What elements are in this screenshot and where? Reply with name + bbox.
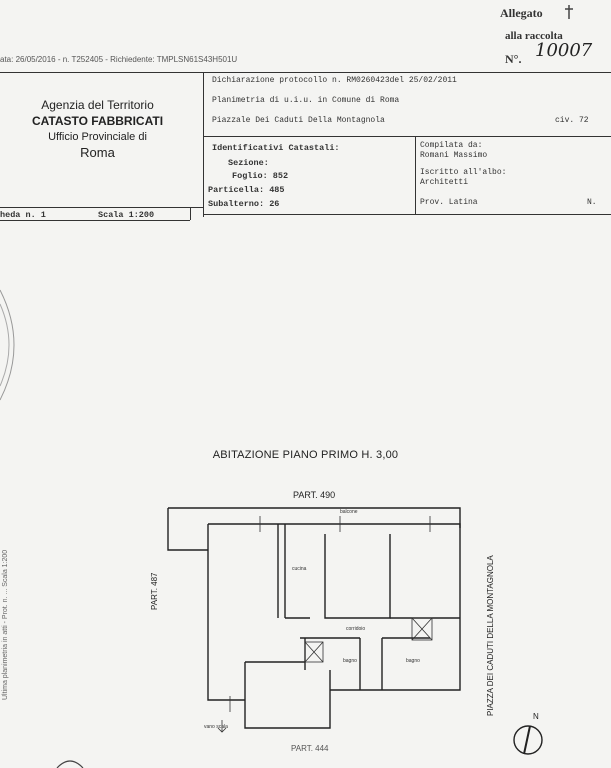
protocol-line: Dichiarazione protocollo n. RM0260423del 25/02/2011 <box>212 76 457 85</box>
prov-value: Prov. Latina <box>420 198 478 207</box>
room-balcone: balcone <box>340 509 358 515</box>
agency-catasto: CATASTO FABBRICATI <box>31 114 164 128</box>
room-bagno-2: bagno <box>406 658 420 664</box>
part-bottom-label: PART. 444 <box>291 744 329 753</box>
wall-lower-block <box>245 662 330 728</box>
form-scheda-bottom <box>0 220 190 221</box>
stamp-alla-raccolta: alla raccolta <box>505 30 563 42</box>
form-divider-right <box>415 136 416 214</box>
agency-name: Agenzia del Territorio <box>41 98 154 112</box>
stamp-mark-icon <box>563 4 575 20</box>
stamp-numero: 10007 <box>535 40 593 61</box>
plan-title: ABITAZIONE PIANO PRIMO H. 3,00 <box>212 449 399 461</box>
agency-block <box>10 97 185 161</box>
room-bagno-1: bagno <box>343 658 357 664</box>
floor-plan <box>160 500 470 745</box>
north-arrow-icon <box>508 720 548 760</box>
civ-line: civ. 72 <box>555 116 589 125</box>
foglio-field: Foglio: 852 <box>232 171 289 181</box>
sezione-field: Sezione: <box>228 158 269 168</box>
compilata-name: Romani Massimo <box>420 151 488 160</box>
compilata-label: Compilata da: <box>420 141 483 150</box>
wall-outer-left <box>208 524 245 700</box>
particella-field: Particella: 485 <box>208 185 285 195</box>
wall-outer-right <box>208 524 460 690</box>
albo-value: Architetti <box>420 178 469 187</box>
part-left-label: PART. 487 <box>150 572 159 610</box>
north-label: N <box>533 712 539 721</box>
part-top-label: PART. 490 <box>293 490 336 500</box>
agency-ufficio: Ufficio Provinciale di <box>48 131 147 143</box>
identificativi-label: Identificativi Catastali: <box>212 143 340 153</box>
round-stamp-icon <box>0 280 30 410</box>
piazza-label: PIAZZA DEI CADUTI DELLA MONTAGNOLA <box>486 555 495 716</box>
bottom-circle-icon <box>55 756 85 768</box>
form-divider-mid <box>203 136 611 137</box>
planimetria-line: Planimetria di u.i.u. in Comune di Roma <box>212 96 400 105</box>
address-line: Piazzale Dei Caduti Della Montagnola <box>212 116 385 125</box>
room-cucina: cucina <box>292 566 307 572</box>
left-margin-text: Ultima planimetria in atti - Prot. n. ... Scala 1:200 <box>2 549 9 700</box>
form-bottom-line <box>203 214 611 215</box>
stamp-allegato: Allegato <box>500 6 543 20</box>
agency-city: Roma <box>80 145 115 160</box>
form-top-line <box>0 72 611 73</box>
form-scheda-line <box>0 207 203 208</box>
stamp-numero-prefix: N°. <box>505 52 522 66</box>
balcony-outline <box>168 508 460 528</box>
iscritto-label: Iscritto all'albo: <box>420 168 507 177</box>
n-value: N. <box>587 198 597 207</box>
scheda-label: heda n. 1 <box>0 210 46 220</box>
subalterno-field: Subalterno: 26 <box>208 199 280 209</box>
form-scheda-right <box>190 207 191 220</box>
scala-label: Scala 1:200 <box>98 210 155 220</box>
balcony-left <box>168 508 208 550</box>
header-stripe: ata: 26/05/2016 - n. T252405 - Richiedente: TMPLSN61S43H501U <box>0 55 238 64</box>
room-vano-scala: vano scala <box>204 724 228 730</box>
room-corridoio: corridoio <box>346 626 366 632</box>
form-divider-left <box>203 72 204 217</box>
